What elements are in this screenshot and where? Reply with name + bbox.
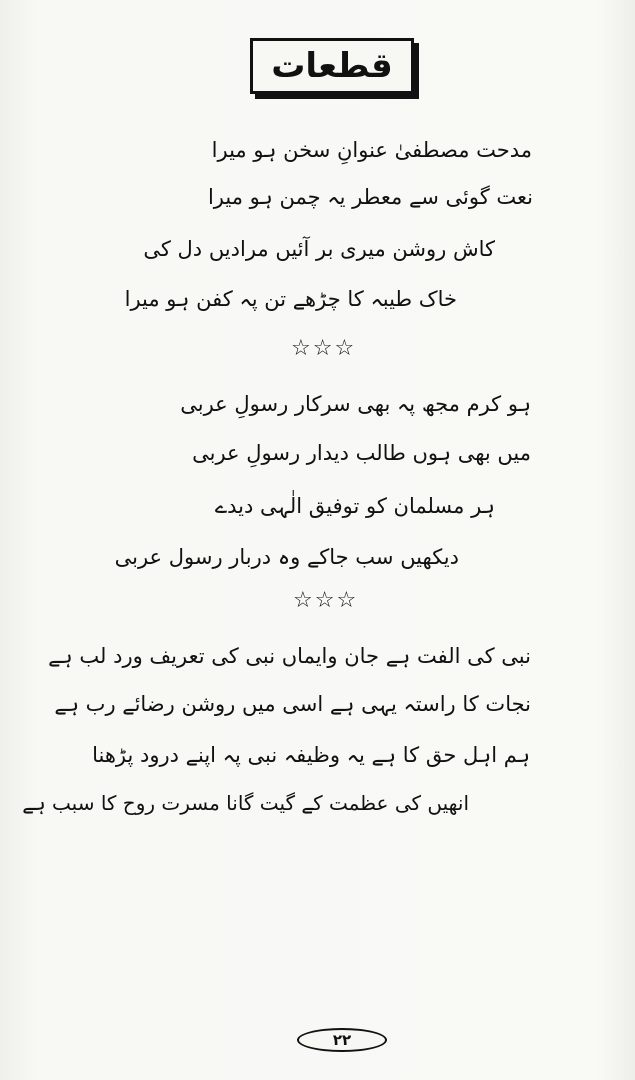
verse-line: دیکھیں سب جاکے وہ دربار رسول عربی	[114, 545, 459, 569]
verse-line: نبی کی الفت ہے جان وایماں نبی کی تعریف ورد لب ہے	[48, 644, 531, 668]
page-number-label: ۲۲	[332, 1030, 352, 1049]
verse-line: ہر مسلمان کو توفیق الٰہی دیدے	[214, 494, 495, 518]
verse-line: مدحت مصطفیٰ عنوانِ سخن ہو میرا	[211, 138, 532, 162]
verse-line: ہو کرم مجھ پہ بھی سرکار رسولِ عربی	[180, 392, 531, 416]
verse-line: انھیں کی عظمت کے گیت گانا مسرت روح کا سبب ہے	[22, 791, 469, 815]
verse-line: کاش روشن میری بر آئیں مرادیں دل کی	[143, 237, 495, 261]
verse-line: نجات کا راستہ یہی ہے اسی میں روشن رضائے رب ہے	[54, 692, 531, 716]
stanza-separator: ☆☆☆	[293, 588, 359, 613]
verse-line: میں بھی ہوں طالب دیدار رسولِ عربی	[192, 441, 531, 465]
stanza-separator: ☆☆☆	[291, 336, 357, 361]
page-title: قطعات	[271, 46, 393, 86]
verse-line: خاک طیبہ کا چڑھے تن پہ کفن ہو میرا	[124, 287, 457, 311]
verse-line: نعت گوئی سے معطر یہ چمن ہو میرا	[207, 185, 533, 209]
verse-line: ہم اہل حق کا ہے یہ وظیفہ نبی پہ اپنے درود پڑھنا	[92, 743, 530, 767]
page-title-box	[250, 38, 414, 94]
page-number	[297, 1028, 387, 1052]
